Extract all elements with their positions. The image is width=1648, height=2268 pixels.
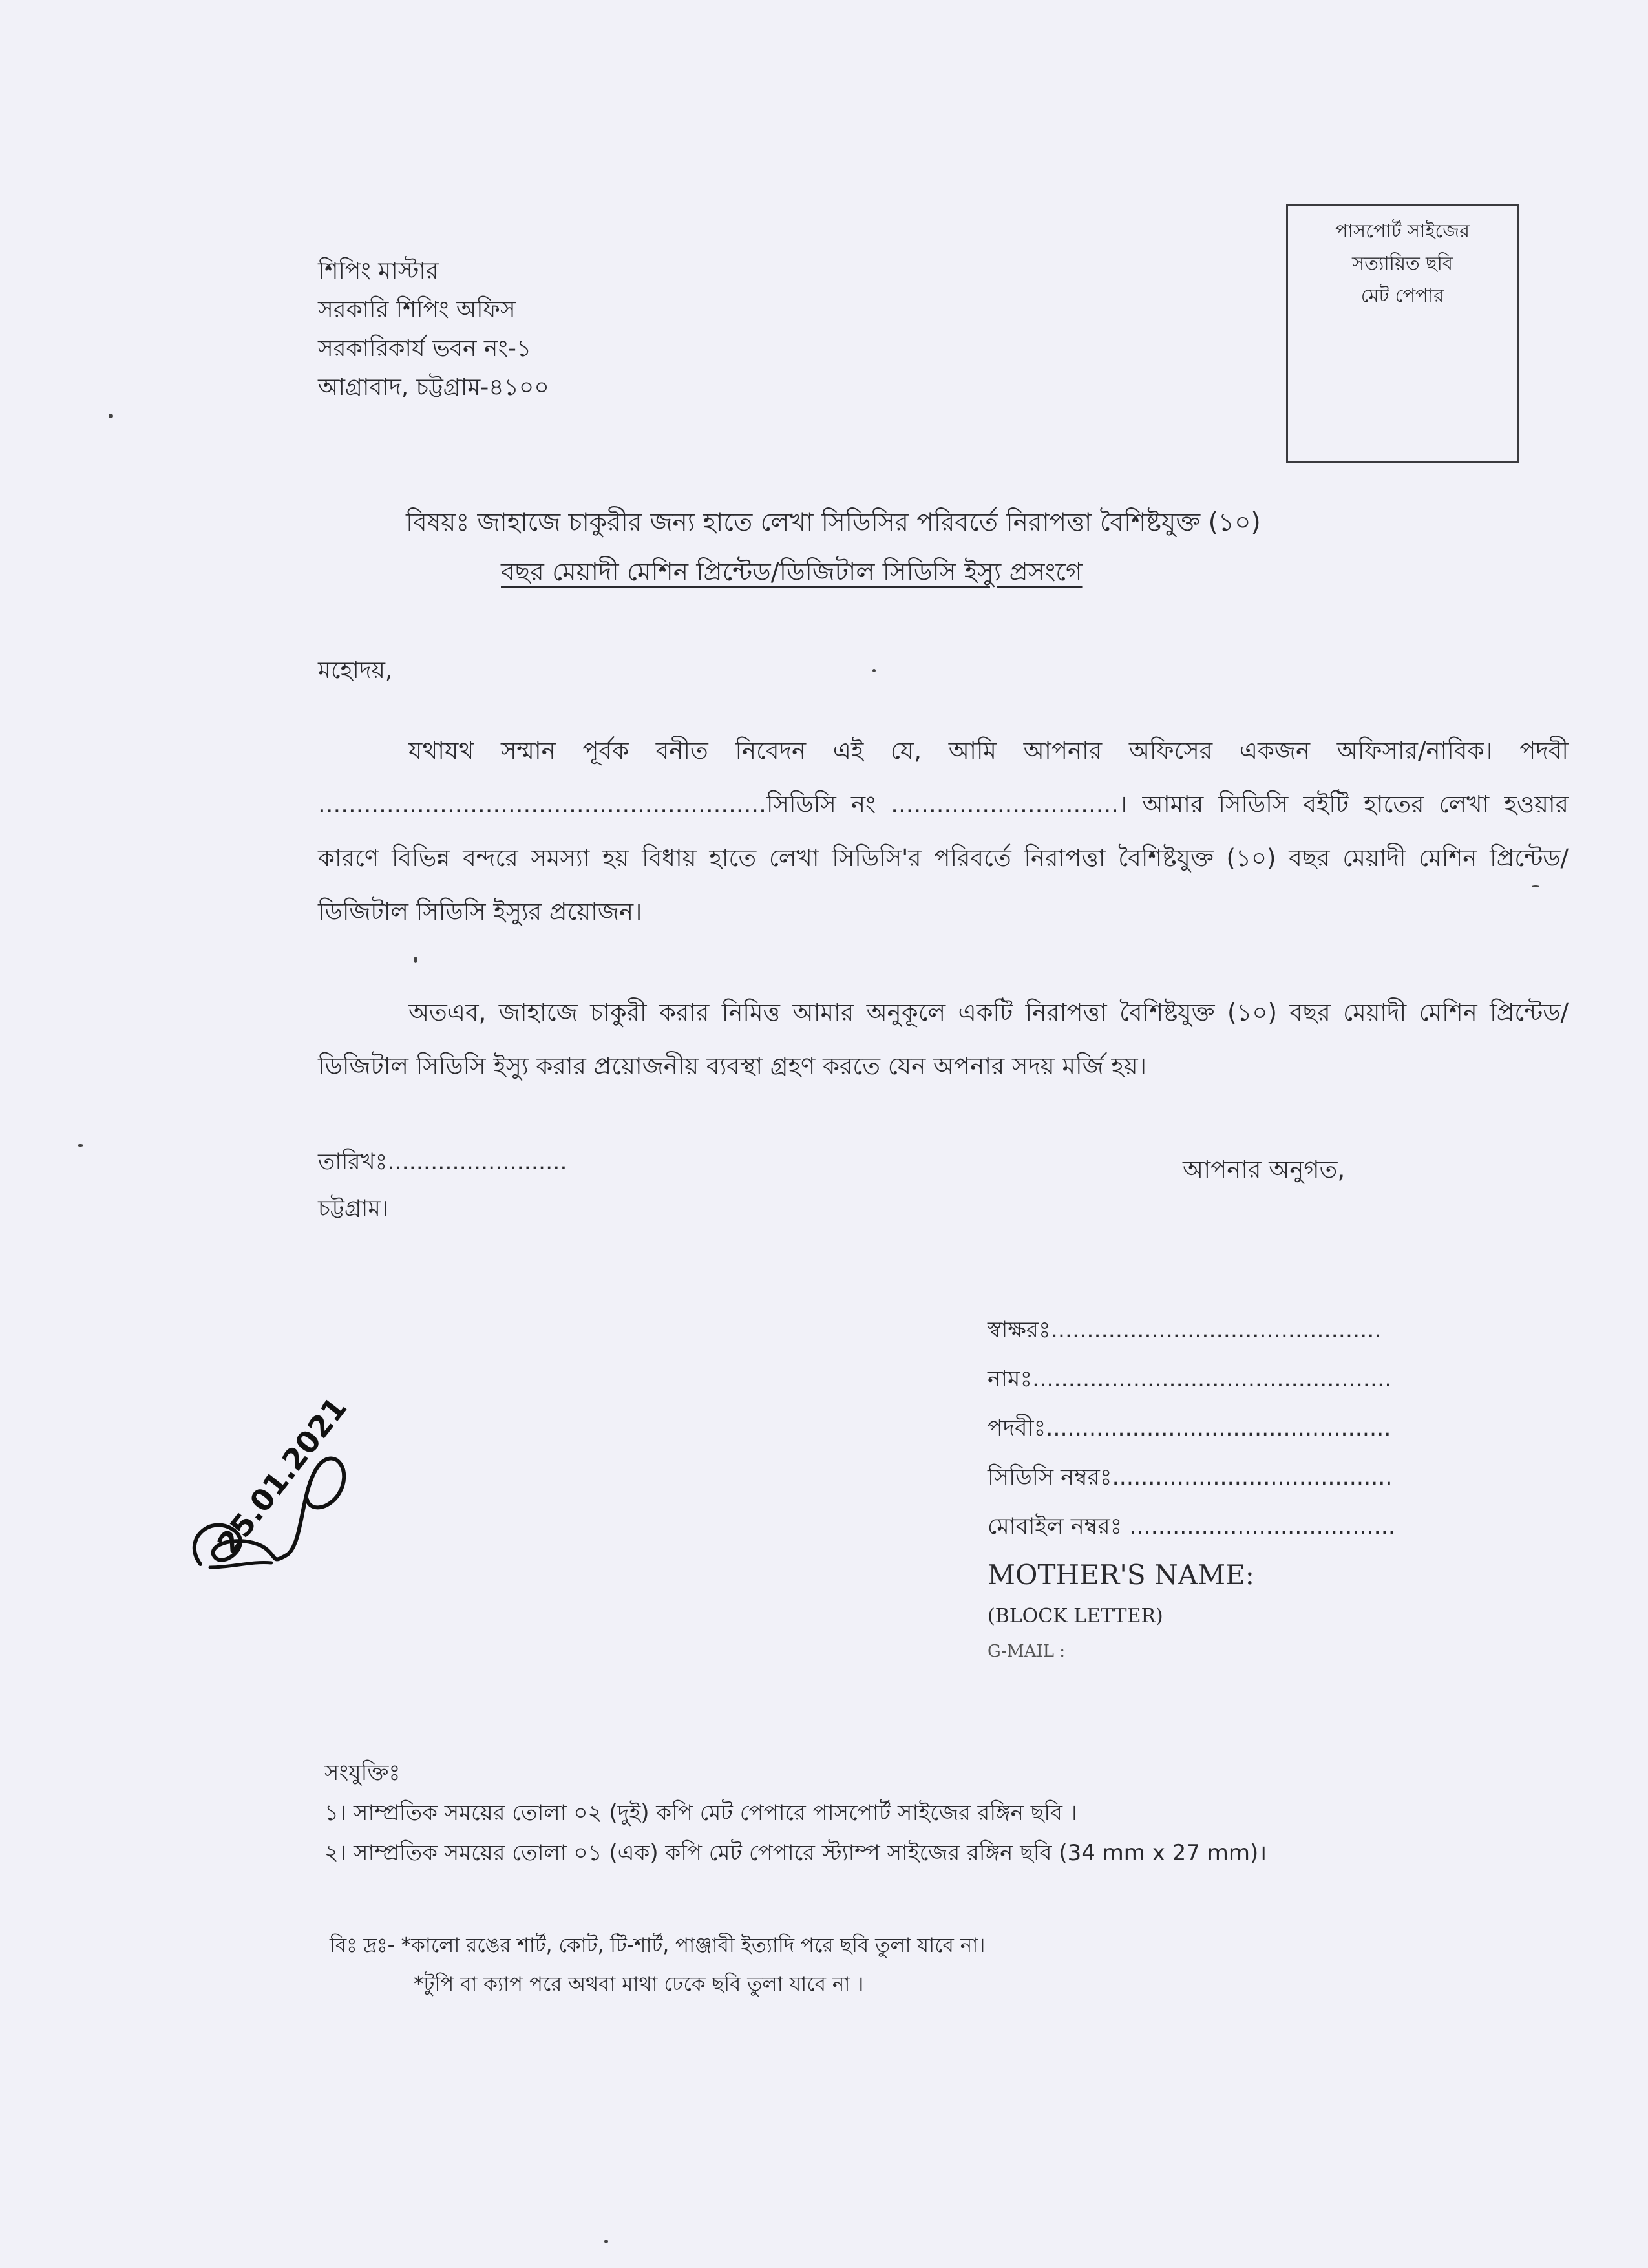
scan-speck bbox=[872, 669, 876, 672]
scan-speck bbox=[109, 414, 113, 418]
handwritten-date: 25.01.2021 bbox=[210, 1390, 354, 1560]
addressee-line: সরকারি শিপিং অফিস bbox=[318, 297, 516, 323]
subject-line-2: বছর মেয়াদী মেশিন প্রিন্টেড/ডিজিটাল সিডিসি ইস্যু প্রসংগে bbox=[501, 558, 1083, 587]
scan-speck bbox=[414, 957, 417, 963]
place-text: চট্টগ্রাম। bbox=[318, 1196, 389, 1222]
attachments-heading: সংযুক্তিঃ bbox=[324, 1760, 401, 1786]
note-block bbox=[330, 1926, 985, 2004]
mothers-name-field: MOTHER'S NAME: bbox=[988, 1559, 1254, 1591]
signature-field: স্বাক্ষরঃ.............................................. bbox=[988, 1317, 1382, 1343]
body-paragraph-1: যথাযথ সম্মান পূর্বক বনীত নিবেদন এই যে, আমি আপনার অফিসের একজন অফিসার/নাবিক। পদবী ...........................................................সিডিসি নং ..............................। আমার সিডিসি বইটি হাতের লেখা হওয়ার কারণে বিভিন্ন বন্দরে সমস্যা হয় বিধায় হাতে লেখা সিডিসি'র পরিবর্তে নিরাপত্তা বৈশিষ্টযুক্ত (১০) বছর মেয়াদী মেশিন প্রিন্টেড/ডিজিটাল সিডিসি ইস্যুর প্রয়োজন। bbox=[318, 737, 1569, 926]
closing-text: আপনার অনুগত, bbox=[1183, 1156, 1346, 1183]
mobile-number-field: মোবাইল নম্বরঃ ..................................... bbox=[988, 1514, 1396, 1540]
photo-box-line: পাসপোর্ট সাইজের bbox=[1335, 220, 1470, 242]
scan-speck bbox=[604, 2240, 608, 2243]
signature-fields bbox=[988, 1306, 1395, 1551]
block-letter-note: (BLOCK LETTER) bbox=[988, 1605, 1163, 1627]
cdc-number-field: সিডিসি নম্বরঃ....................................... bbox=[988, 1465, 1393, 1490]
scan-speck bbox=[1532, 885, 1539, 887]
body-paragraph-2: অতএব, জাহাজে চাকুরী করার নিমিত্ত আমার অনুকূলে একটি নিরাপত্তা বৈশিষ্টযুক্ত (১০) বছর মেয়াদী মেশিন প্রিন্টেড/ডিজিটাল সিডিসি ইস্যু করার প্রয়োজনীয় ব্যবস্থা গ্রহণ করতে যেন অপনার সদয় মর্জি হয়। bbox=[318, 999, 1569, 1080]
gmail-field: G-MAIL : bbox=[988, 1642, 1065, 1661]
date-field: তারিখঃ......................... bbox=[318, 1149, 567, 1175]
photo-box-line: সত্যায়িত ছবি bbox=[1351, 252, 1453, 274]
scan-speck bbox=[78, 1144, 83, 1147]
addressee-line: আগ্রাবাদ, চট্টগ্রাম-৪১০০ bbox=[318, 374, 549, 401]
note-line: বিঃ দ্রঃ- *কালো রঙের শার্ট, কোট, টি-শার্ট, পাঞ্জাবী ইত্যাদি পরে ছবি তুলা যাবে না। bbox=[330, 1934, 986, 1957]
addressee-line: সরকারিকার্য ভবন নং-১ bbox=[318, 335, 532, 362]
subject-line-1: বিষয়ঃ জাহাজে চাকুরীর জন্য হাতে লেখা সিডিসির পরিবর্তে নিরাপত্তা বৈশিষ্টযুক্ত (১০) bbox=[406, 508, 1261, 537]
attachments-block bbox=[324, 1753, 1267, 1873]
date-place-block bbox=[318, 1139, 567, 1232]
name-field: নামঃ.................................................. bbox=[988, 1366, 1392, 1392]
attachment-item: ২। সাম্প্রতিক সময়ের তোলা ০১ (এক) কপি মেট পেপারে স্ট্যাম্প সাইজের রঙ্গিন ছবি (34 mm x 27 mm)। bbox=[324, 1840, 1267, 1866]
photo-box-line: মেট পেপার bbox=[1360, 284, 1444, 306]
addressee-block bbox=[318, 252, 549, 407]
salutation: মহোদয়, bbox=[318, 657, 393, 684]
designation-field: পদবীঃ................................................ bbox=[988, 1415, 1391, 1441]
addressee-line: শিপিং মাস্টার bbox=[318, 258, 439, 284]
photo-placeholder-box bbox=[1286, 204, 1519, 463]
note-line: *টুপি বা ক্যাপ পরে অথবা মাথা ঢেকে ছবি তুলা যাবে না । bbox=[414, 1973, 864, 1996]
attachment-item: ১। সাম্প্রতিক সময়ের তোলা ০২ (দুই) কপি মেট পেপারে পাসপোর্ট সাইজের রঙ্গিন ছবি । bbox=[324, 1800, 1077, 1826]
